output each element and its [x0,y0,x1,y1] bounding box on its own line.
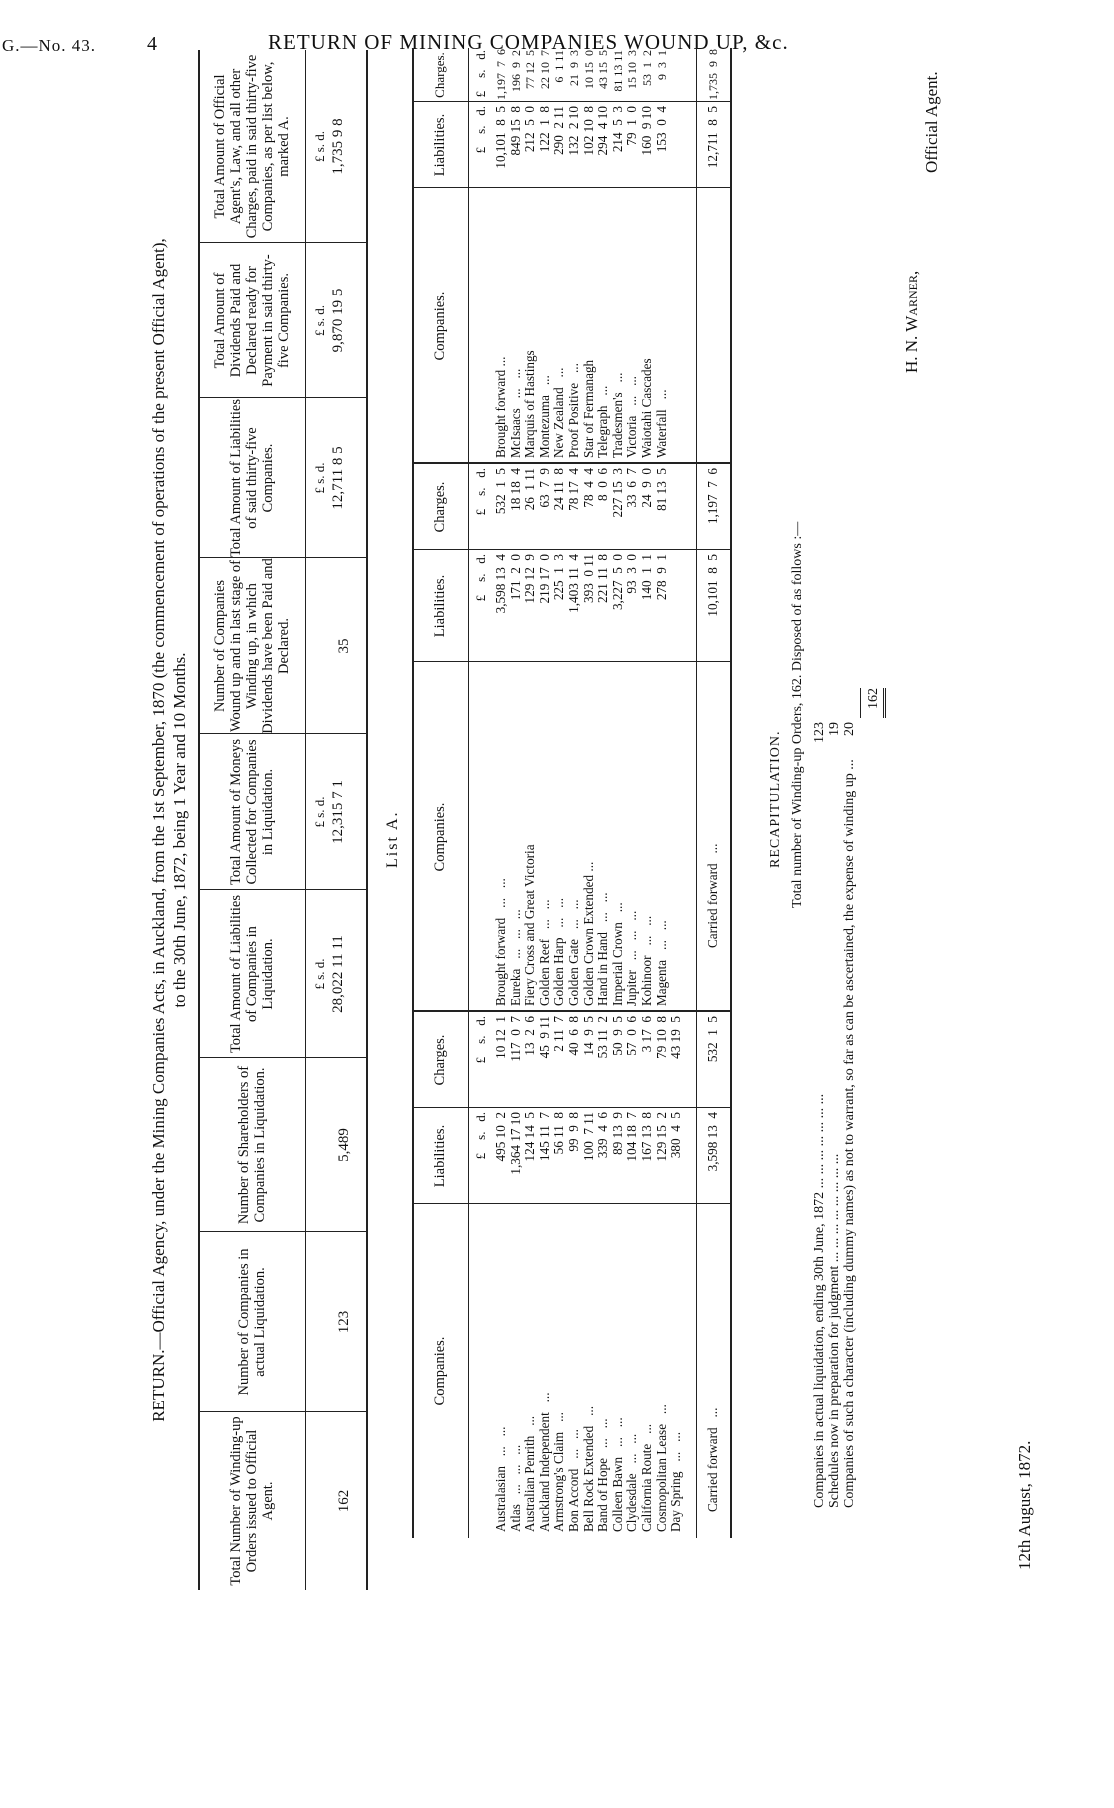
col-header-companies: Companies. [432,1336,448,1406]
recap-line: Companies in actual liquidation, ending 30th June, 1872 ... ... ... ... ... ... ... [812,1093,827,1508]
col-divider [412,101,730,102]
return-title [148,70,190,1590]
summary-value: 5,489 [336,1128,352,1162]
summary-heading: Total Number of Winding-up Orders issued to Official Agent. [228,1416,276,1586]
unit-label: £ s. d. [312,958,327,990]
company-list: Brought forward ... McIsaacs ... ... Marquis of Hastings Montezuma ... New Zealand ... Proof Positive ... Star of Fermanagh Telegraph ... Tradesmen's ... Victoria ... ... Waiotahi Cascades Waterfall ... [493,350,669,458]
document-reference: G.—No. 43. [2,36,97,55]
total-liabilities: 3,598 13 4 [705,1112,720,1172]
rule [366,50,368,1590]
col-divider [412,1203,730,1204]
carried-forward-label: Carried forward ... [705,1407,720,1512]
col-divider [412,1107,730,1108]
lsd-unit: £ s. d. [473,554,488,602]
charges-list: 532 1 5 18 18 4 26 1 11 63 7 9 24 11 8 78 17 4 78 4 4 8 0 6 227 15 3 33 6 7 24 9 0 81 13 5 [493,468,669,518]
summary-value: 9,870 19 5 [330,288,346,353]
rule [305,50,306,1590]
signature-name: H. N. Warner, [902,270,921,373]
recap-line: Schedules now in preparation for judgment ... ... ... ... ... ... ... ... [827,1153,842,1508]
summary-value: 12,315 7 1 [330,780,346,844]
recap-number: 123 [812,722,827,743]
summary-value: 162 [336,1489,352,1513]
rule [730,48,732,1538]
title-line-1: RETURN.—Official Agency, under the Mining Companies Acts, in Auckland, from the 1st September, 1870 (the commencement of operations of the present Official Agent), [149,238,168,1422]
summary-value: 12,711 8 5 [330,446,346,510]
summary-heading: Total Amount of Liabilities of Companies in Liquidation. [228,894,276,1054]
summary-heading: Number of Shareholders of Companies in Liquidation. [236,1065,268,1225]
summary-heading: Total Amount of Official Agent's, Law, and all other Charges, paid in said thirty-five Companies, as per list below, marked A. [212,54,292,239]
recap-line: Companies of such a character (including dummy names) as not to warrant, so far as can be ascertained, the expense of winding up ... [842,759,857,1508]
rule [883,688,886,718]
total-charges: 532 1 5 [705,1016,720,1063]
liabilities-list: 495 10 2 1,364 17 10 124 14 5 145 11 7 56 11 8 99 9 8 100 7 11 339 4 6 89 13 9 104 18 7 167 13 8 129 15 2 380 4 5 [493,1112,684,1175]
list-a-title: List A. [384,810,401,868]
lsd-unit: £ s. d. [473,1016,488,1064]
total-charges: 1,197 7 6 [705,468,720,525]
liabilities-list: 3,598 13 4 171 2 0 129 12 9 219 17 0 225 1 3 1,403 11 4 393 0 11 221 11 8 3,227 5 0 93 3 0 140 1 1 278 9 1 [493,554,669,614]
rule [412,48,414,1538]
recap-total: 162 [866,688,881,709]
title-line-2: to the 30th June, 1872, being 1 Year and 10 Months. [170,652,189,1008]
col-header-charges: Charges. [432,481,448,533]
col-header-liabilities: Liabilities. [432,1124,448,1188]
company-list: Brought forward ... ... Eureka ... ... ... Fiery Cross and Great Victoria Golden Reef ... ... Golden Harp ... ... Golden Gate ... ... Golden Crown Extended ... Hand in Hand ... ... Imperial Crown ... Jupiter ... ... ... Kohinoor ... ... Magenta ... ... [493,844,669,1006]
charges-list: 1,197 7 6 196 9 2 77 12 5 22 10 7 6 1 11 21 9 3 10 15 0 43 15 5 81 13 11 15 10 3 53 1 2 9 3 1 [494,49,669,100]
summary-heading: Number of Companies in actual Liquidation. [236,1248,268,1396]
summary-value: 28,022 11 11 [330,935,346,1013]
date: 12th August, 1872. [1015,1440,1034,1570]
unit-label: £ s. d. [312,304,327,337]
recap-number: 19 [827,722,842,736]
summary-value: 123 [336,1310,352,1334]
company-list: Australasian ... ... Atlas ... ... ... Australian Penrith ... Auckland Independent ... Armstrong's Claim ... Bon Accord ... ... Bell Rock Extended ... Band of Hope ... ... Colleen Bawn ... ... Clydesdale ... ... California Route ... Cosmopolitan Lease ... Day Spring ... ... [493,1392,684,1532]
summary-value: 1,735 9 8 [330,118,346,175]
col-header-charges: Charges. [432,1034,448,1086]
summary-heading: Number of Companies Wound up and in last stage of Winding up, in which Dividends have been Paid and Declared. [212,558,292,734]
page-number: 4 [147,33,158,55]
recap-title: RECAPITULATION. [768,730,783,868]
col-divider [412,549,730,550]
total-charges: 1,735 9 8 [706,49,720,100]
summary-heading: Total Amount of Moneys Collected for Companies in Liquidation. [228,739,276,885]
col-divider [412,462,730,464]
col-header-companies: Companies. [432,802,448,872]
summary-value: 35 [336,638,352,654]
summary-heading: Total Amount of Dividends Paid and Declared ready for Payment in said thirty-five Companies. [212,254,292,387]
lsd-unit: £ s. d. [473,1112,488,1160]
col-divider [412,187,730,188]
col-divider [412,661,730,662]
recap-intro: Total number of Winding-up Orders, 162. Disposed of as follows :— [790,521,805,908]
signature-role: Official Agent. [922,71,941,173]
total-liabilities: 10,101 8 5 [705,554,720,617]
total-liabilities: 12,711 8 5 [705,106,720,169]
unit-label: £ s. d. [312,462,327,494]
col-header-liabilities: Liabilities. [432,113,448,177]
rule [860,688,861,718]
col-header-companies: Companies. [432,291,448,361]
col-header-charges: Charges. [432,52,447,98]
lsd-unit: £ s. d. [473,50,488,98]
recap-number: 20 [842,722,857,736]
charges-list: 10 12 1 117 0 7 13 2 6 45 9 11 2 11 7 40 6 8 14 9 5 53 11 2 50 9 5 57 0 6 3 17 6 79 10 8 43 19 5 [493,1016,684,1062]
col-divider [412,1010,730,1012]
lsd-unit: £ s. d. [473,106,488,154]
unit-label: £ s. d. [312,796,327,828]
col-header-liabilities: Liabilities. [432,574,448,638]
rule [696,48,697,1538]
liabilities-list: 10,101 8 5 849 15 8 212 5 0 122 1 8 290 2 11 132 2 10 102 10 8 294 4 10 214 5 3 79 1 0 160 9 10 153 0 4 [493,106,669,169]
running-title: RETURN OF MINING COMPANIES WOUND UP, &c. [268,30,789,54]
summary-heading: Total Amount of Liabilities of said thirty-five Companies. [228,398,276,558]
unit-label: £ s. d. [312,130,327,163]
carried-forward-label: Carried forward ... [705,843,720,948]
lsd-unit: £ s. d. [473,468,488,516]
rule [468,48,469,1538]
